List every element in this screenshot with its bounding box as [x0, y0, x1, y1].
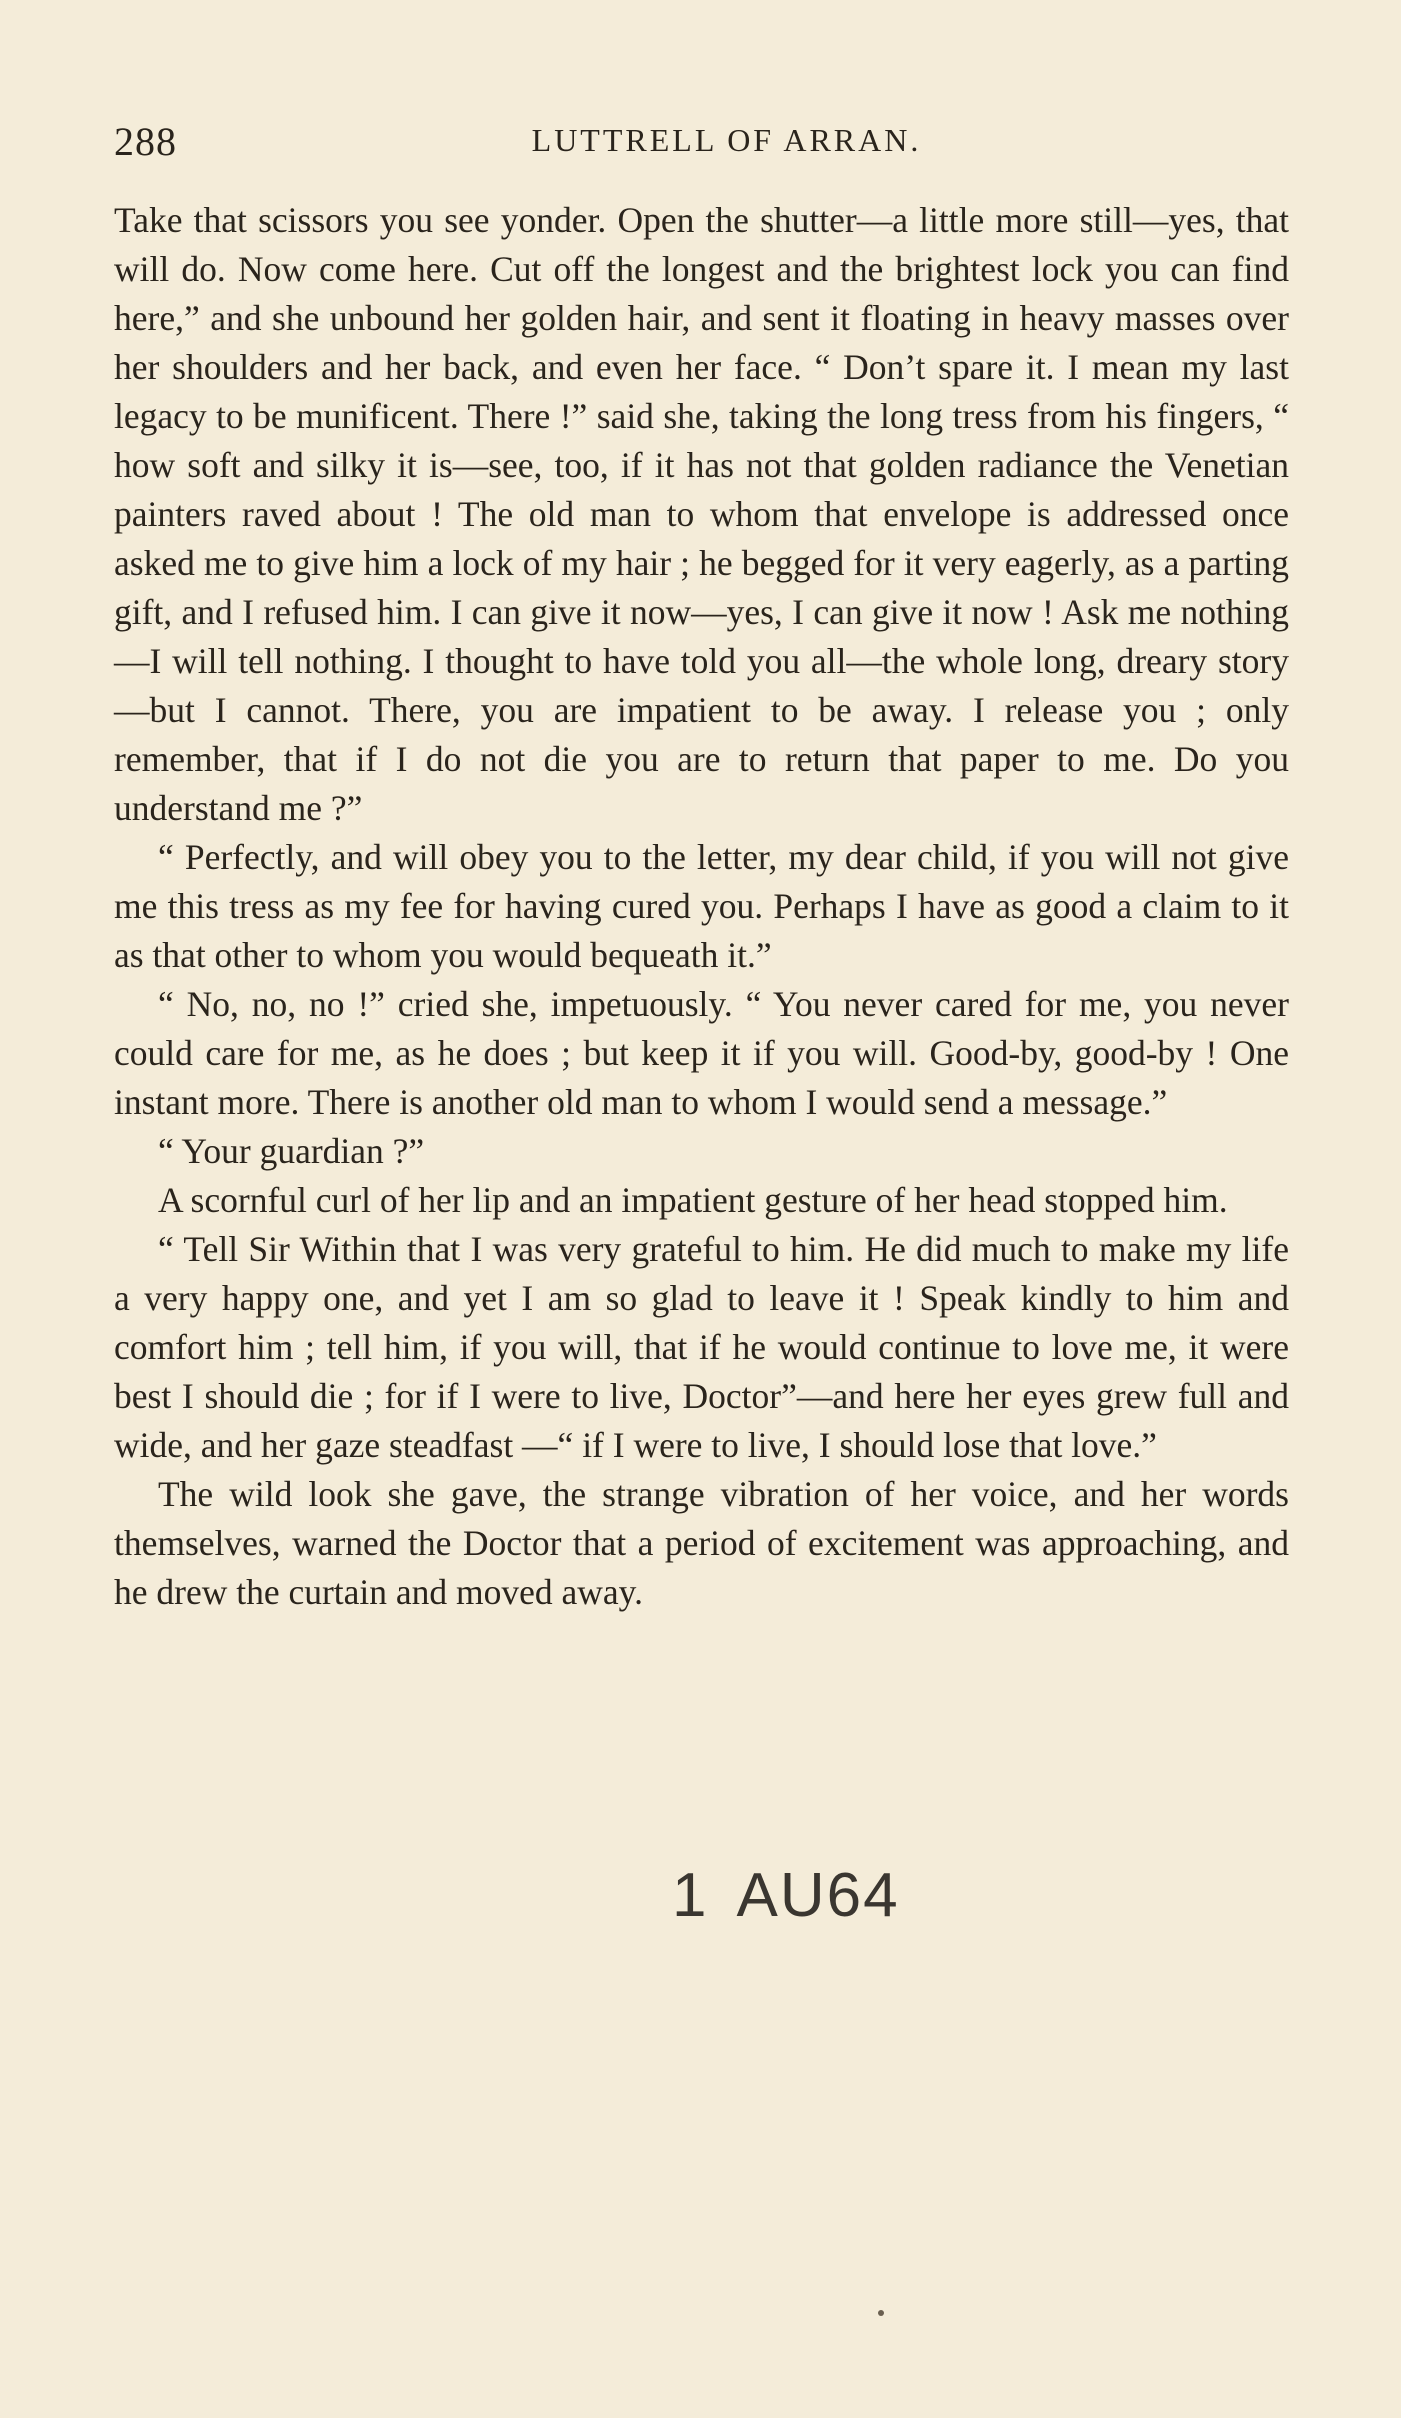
paragraph-4: “ Your guardian ?” [158, 1131, 425, 1171]
stamp-day: 1 [672, 1861, 709, 1930]
paragraph-3: “ No, no, no !” cried she, impetuously. “ You never cared for me, you never could care for me, as he does ; but keep it if you will. Good-by, good-by ! One instant more. There is another old man to whom I would send a message.” [114, 984, 1289, 1122]
page-number: 288 [114, 119, 177, 164]
library-date-stamp [672, 1860, 900, 1931]
paragraph-6: “ Tell Sir Within that I was very grateful to him. He did much to make my life a very happy one, and yet I am so glad to leave it ! Speak kindly to him and comfort him ; tell him, if you will, that if he would continue to love me, it were best I should die ; for if I were to live, Doctor”—and here her eyes grew full and wide, and her gaze steadfast —“ if I were to live, I should lose that love.” [114, 1229, 1289, 1465]
ink-speck [878, 2310, 884, 2316]
running-title: LUTTRELL OF ARRAN. [531, 122, 922, 158]
paragraph-5: A scornful curl of her lip and an impatient gesture of her head stopped him. [158, 1180, 1228, 1220]
body-text [114, 196, 1289, 1617]
paragraph-2: “ Perfectly, and will obey you to the letter, my dear child, if you will not give me this tress as my fee for having cured you. Perhaps I have as good a claim to it as that other to whom you would bequeath it.” [114, 837, 1289, 975]
paragraph-1: Take that scissors you see yonder. Open the shutter—a little more still—yes, that will do. Now come here. Cut off the longest and the brightest lock you can find here,” and she unbound her golden hair, and sent it floating in heavy masses over her shoulders and her back, and even her face. “ Don’t spare it. I mean my last legacy to be munificent. There !” said she, taking the long tress from his fingers, “ how soft and silky it is—see, too, if it has not that golden radiance the Venetian painters raved about ! The old man to whom that envelope is addressed once asked me to give him a lock of my hair ; he begged for it very eagerly, as a parting gift, and I refused him. I can give it now—yes, I can give it now ! Ask me nothing—I will tell nothing. I thought to have told you all—the whole long, dreary story—but I cannot. There, you are impatient to be away. I release you ; only remember, that if I do not die you are to return that paper to me. Do you understand me ?” [114, 200, 1289, 828]
running-head [114, 118, 1289, 168]
paragraph-7: The wild look she gave, the strange vibration of her voice, and her words themselves, warned the Doctor that a period of excitement was approaching, and he drew the curtain and moved away. [114, 1474, 1289, 1612]
stamp-year: 64 [826, 1861, 900, 1930]
stamp-month: AU [736, 1861, 827, 1930]
